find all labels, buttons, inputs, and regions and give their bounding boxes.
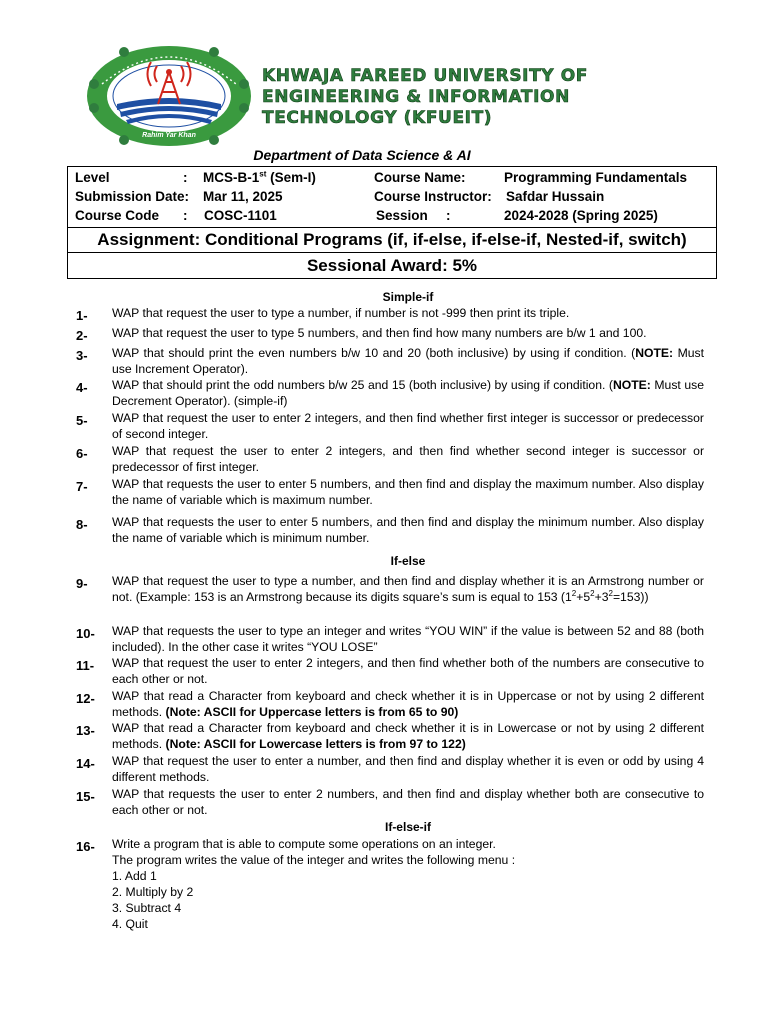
menu-item-subtract: 3. Subtract 4 xyxy=(112,901,182,915)
section-heading-simple-if: Simple-if xyxy=(382,290,434,304)
question-3: 3- WAP that should print the even numbers b/w 10 and 20 (both inclusive) by using if condition. (NOTE: Must use Increment Operator). xyxy=(76,346,704,376)
level-value: MCS-B-1st (Sem-I) xyxy=(203,169,316,185)
course-instructor-value: Safdar Hussain xyxy=(506,189,605,204)
menu-item-quit: 4. Quit xyxy=(112,917,148,931)
university-name-line2: ENGINEERING & INFORMATION xyxy=(262,87,570,107)
menu-item-multiply: 2. Multiply by 2 xyxy=(112,885,194,899)
department-title: Department of Data Science & AI xyxy=(253,147,471,163)
university-name-line1: KHWAJA FAREED UNIVERSITY OF xyxy=(262,66,588,86)
course-name-value: Programming Fundamentals xyxy=(504,170,688,185)
level-colon: : xyxy=(183,170,188,185)
question-14: 14- WAP that request the user to enter a number, and then find and display whether it is even or odd by using 4 different methods. xyxy=(76,754,704,784)
course-info-table xyxy=(67,166,717,228)
question-8: 8- WAP that requests the user to enter 5 numbers, and then find and display the minimum number. Also display the name of variable which is minimum number. xyxy=(76,515,704,545)
section-heading-if-else: If-else xyxy=(390,554,426,568)
logo-city: Rahim Yar Khan xyxy=(142,132,196,139)
question-9: 9- WAP that request the user to type a number, and then find and display whether it is an Armstrong number or not. (Example: 153 is an Armstrong because its digits square’s sum is equal to 153 $(1^2+5^2+3^2=153)$) xyxy=(76,574,704,604)
level-label: Level xyxy=(75,170,110,185)
question-10: 10- WAP that requests the user to type an integer and writes “YOU WIN” if the value is between 52 and 88 (both included). In the other case it writes “YOU LOSE” xyxy=(76,624,704,654)
question-12: 12- WAP that read a Character from keyboard and check whether it is in Uppercase or not by using 2 different methods. (Note: ASCII for Uppercase letters is from 65 to 90) xyxy=(76,689,704,719)
course-code-label: Course Code xyxy=(75,208,160,223)
sessional-award: Sessional Award: 5% xyxy=(67,252,717,279)
assignment-title: Assignment: Conditional Programs (if, if-else, if-else-if, Nested-if, switch) xyxy=(67,227,717,253)
question-4: 4- WAP that should print the odd numbers b/w 25 and 15 (both inclusive) by using if condition. (NOTE: Must use Decrement Operator). (simple-if) xyxy=(76,378,704,408)
menu-item-add: 1. Add 1 xyxy=(112,869,157,883)
question-5: 5- WAP that request the user to enter 2 integers, and then find whether first integer is successor or predecessor of second integer. xyxy=(76,411,704,441)
section-heading-if-else-if: If-else-if xyxy=(384,820,431,834)
session-label: Session xyxy=(376,208,428,223)
question-1: 1- WAP that request the user to type a number, if number is not -999 then print its triple. xyxy=(76,306,570,323)
session-colon: : xyxy=(446,208,451,223)
question-6: 6- WAP that request the user to enter 2 integers, and then find whether second integer is successor or predecessor of first integer. xyxy=(76,444,704,474)
question-11: 11- WAP that request the user to enter 2 integers, and then find whether both of the numbers are consecutive to each other or not. xyxy=(76,656,704,686)
question-2: 2- WAP that request the user to type 5 numbers, and then find how many numbers are b/w 1 and 100. xyxy=(76,326,647,343)
question-16: 16- Write a program that is able to compute some operations on an integer. The program writes the value of the integer and writes the following menu : 1. Add 1 2. Multiply by 2 3. Subtract 4 4. Quit xyxy=(76,836,704,932)
university-logo xyxy=(84,44,254,148)
course-instructor-label: Course Instructor: xyxy=(374,189,492,204)
university-name-line3: TECHNOLOGY (KFUEIT) xyxy=(262,108,493,128)
session-value: 2024-2028 (Spring 2025) xyxy=(504,208,658,223)
course-code-value: COSC-1101 xyxy=(204,208,277,223)
question-7: 7- WAP that requests the user to enter 5 numbers, and then find and display the maximum number. Also display the name of variable which is maximum number. xyxy=(76,477,704,507)
course-name-label: Course Name: xyxy=(374,170,466,185)
question-15: 15- WAP that requests the user to enter 2 numbers, and then find and display whether both are consecutive to each other or not. xyxy=(76,787,704,817)
question-13: 13- WAP that read a Character from keyboard and check whether it is in Lowercase or not by using 2 different methods. (Note: ASCII for Lowercase letters is from 97 to 122) xyxy=(76,721,704,751)
submission-date-label: Submission Date: xyxy=(75,189,190,204)
university-name xyxy=(262,66,588,129)
submission-date-value: Mar 11, 2025 xyxy=(203,189,283,204)
course-code-colon: : xyxy=(183,208,188,223)
